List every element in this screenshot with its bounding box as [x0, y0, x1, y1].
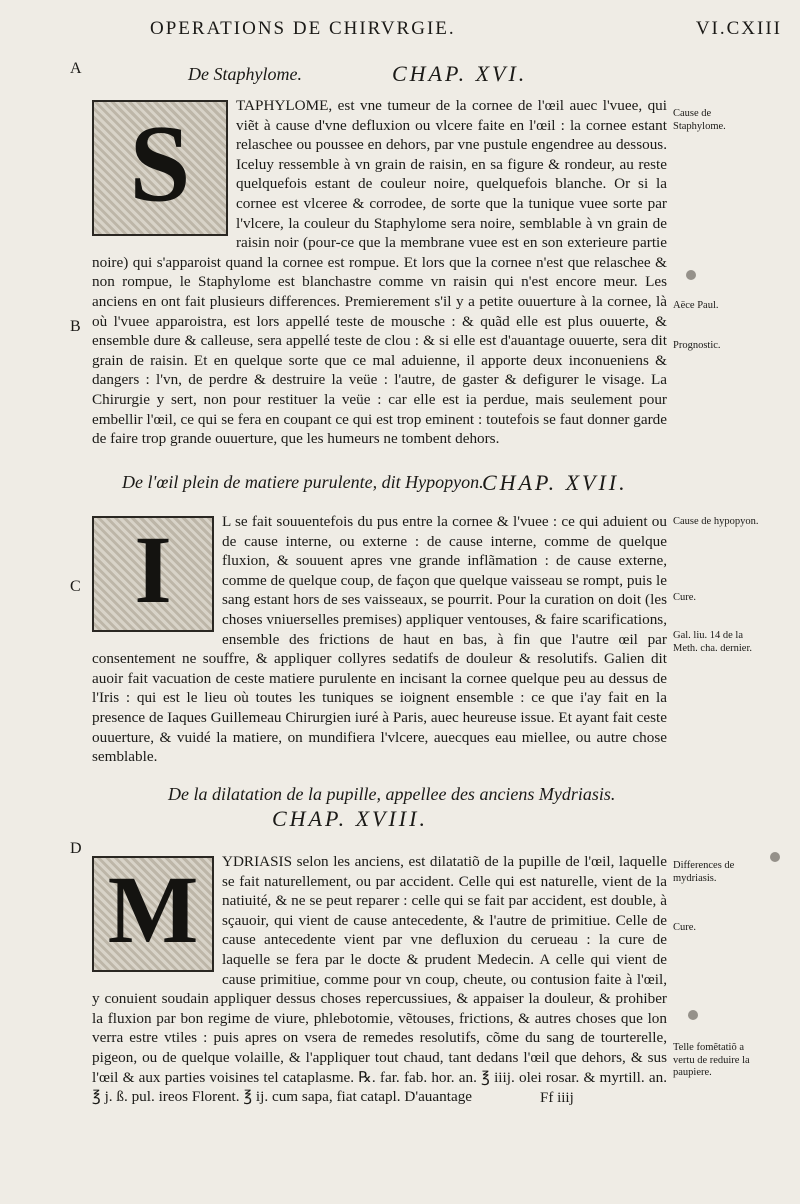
- folio-number: VI.CXIII: [695, 18, 782, 39]
- marginal-note: Cure.: [673, 922, 697, 933]
- drop-capital: I: [92, 516, 214, 632]
- margin-letter-d: D: [70, 840, 82, 857]
- chapter-number: CHAP. XVII.: [482, 470, 628, 495]
- drop-capital: S: [92, 100, 228, 236]
- paragraph: YDRIASIS selon les anciens, est dilatatiõ de la pupille de l'œil, laquelle se fait naturellement, ou par accident. Celle qui est naturelle, vient de la natiuité, & ne se peut reparer : celle qui se fait par accident, est double, à sçauoir, qui vient de cause antecedente, & l'autre de primitiue. Celle de cause antecedente vient par vne defluxion du cerueau : la cure de laquelle se fera par le docte & prudent Medecin. A celle qui vient de cause primitiue, comme pour vn coup, cheute, ou contusion faite à l'œil, y conuient soudain appliquer dessus choses repercussiues, & appaiser la douleur, & prohiber la fluxion par bon regime de viure, phlebotomie, vẽtouses, frictions, & autres choses que lon verra estre vtiles : puis apres on vsera de remedes resolutifs, cõme du sang de tourterelle, pigeon, ou de quelque volaille, & l'appliquer tout chaud, tant dedans l'œil que dehors, & sus l'œil & aux parties voisines tel cataplasme. ℞. far. fab. hor. an. ℥ iiij. olei rosar. & myrtill. an. ℥ j. ß. pul. ireos Florent. ℥ ij. cum sapa, fiat catapl. D'auantage: [92, 853, 667, 1106]
- marginal-note: Differences de mydriasis.: [673, 860, 735, 884]
- margin-letter-a: A: [70, 60, 82, 77]
- drop-capital: M: [92, 856, 214, 972]
- margin-letter-b: B: [70, 318, 81, 335]
- marginal-note: Prognostic.: [673, 340, 721, 351]
- chapter-text: [92, 512, 667, 766]
- signature-mark: Ff iiij: [540, 1090, 574, 1106]
- margin-letter-c: C: [70, 578, 81, 595]
- chapter-number: CHAP. XVI.: [392, 61, 528, 86]
- marginal-note: Gal. liu. 14 de la Meth. cha. dernier.: [673, 630, 753, 654]
- ink-spot: [688, 1010, 698, 1020]
- paragraph: L se fait souuentefois du pus entre la cornee & l'vuee : ce qui aduient ou de cause interne, ou externe : de cause interne, comme de quelque fluxion, & souuent apres vne grande inflãmation : de cause externe, comme de quelque coup, de façon que quelque vaisseau se rompt, puis le sang estant hors de ses vaisseaux, se pourrit. Pour la curation on doit (les choses vniuerselles premises) appliquer ventouses, & faire scarifications, ensemble des frictions de haut en bas, à fin que l'autre œil par consentement ne souffre, & appliquer collyres sedatifs de douleur & resolutifs. Galien dit auoir fait vacuation de ceste matiere purulente en incisant la cornee quelque peu au dessus de l'Iris : qui est le lieu où toutes les tuniques se ioignent ensemble : ce que i'ay fait en la presence de Iaques Guillemeau Chirurgien iuré à Paris, auec heureuse issue. Et ayant fait ceste ouuerture, & vuidé la matiere, on mundifiera l'vlcere, auecques eau miellee, ou autre chose semblable.: [92, 513, 667, 766]
- marginal-note: Telle fomẽtatiõ a vertu de reduire la paupiere.: [673, 1042, 750, 1078]
- marginal-note: Aëce Paul.: [673, 300, 719, 311]
- paragraph: TAPHYLOME, est vne tumeur de la cornee de l'œil auec l'vuee, qui viẽt à cause d'vne defluxion ou vlcere faite en l'œil : la cornee estant relaschee ou poussee en dehors, par vne pustule engendree au dessous. Iceluy ressemble à vn grain de raisin, en sa figure & rondeur, au reste quelquefois estant de couleur noire, quelquefois blanche. Or si la cornee est vlceree & corrodee, de sorte que la tunique vuee sorte par l'vlcere, la couleur du Staphylome sera noire, semblable à vn grain de raisin noir (pour-ce que la membrane vuee est en son exterieure partie noire) qui s'apparoist quand la cornee est rompue. Et lors que la cornee n'est que relaschee & non rompue, le Staphylome est blanchastre comme vn raisin qui n'est encore meur. Les anciens en ont fait plusieurs differences. Premierement s'il y a petite ouuerture à la cornee, là où l'vuee apparoistra, est lors appellé teste de mousche : & quãd elle est plus ouuerte, & ensemble dure & calleuse, sera appellé teste de clou : & si elle est d'auantage ouuerte, sera dit grain de raisin. Et en quelque sorte que ce mal aduienne, il apporte deux inconueniens & dangers : l'vn, de perdre & destruire la veüe : l'autre, de gaster & defigurer le visage. La Chirurgie y sert, non pour restituer la veüe : car elle est ia perdue, mais seulement pour embellir l'œil, ce qui se fera en coupant ce qui est trop eminent : toutefois se faut donner garde de faire trop grande ouuerture, que les humeurs ne tombent dehors.: [92, 97, 667, 448]
- marginal-note: Cause de Staphylome.: [673, 108, 726, 132]
- running-head: [150, 18, 790, 44]
- chapter-text: [92, 96, 667, 462]
- ink-spot: [686, 270, 696, 280]
- chapter-number: CHAP. XVIII.: [272, 806, 428, 831]
- section-heading: De Staphylome.: [188, 64, 302, 84]
- ink-spot: [770, 852, 780, 862]
- running-title: OPERATIONS DE CHIRVRGIE.: [150, 18, 456, 39]
- section-heading: De la dilatation de la pupille, appellee des anciens Mydriasis.: [168, 784, 616, 804]
- marginal-note: Cure.: [673, 592, 697, 603]
- marginal-note: Cause de hypopyon.: [673, 516, 759, 527]
- section-heading: De l'œil plein de matiere purulente, dit Hypopyon.: [122, 472, 484, 492]
